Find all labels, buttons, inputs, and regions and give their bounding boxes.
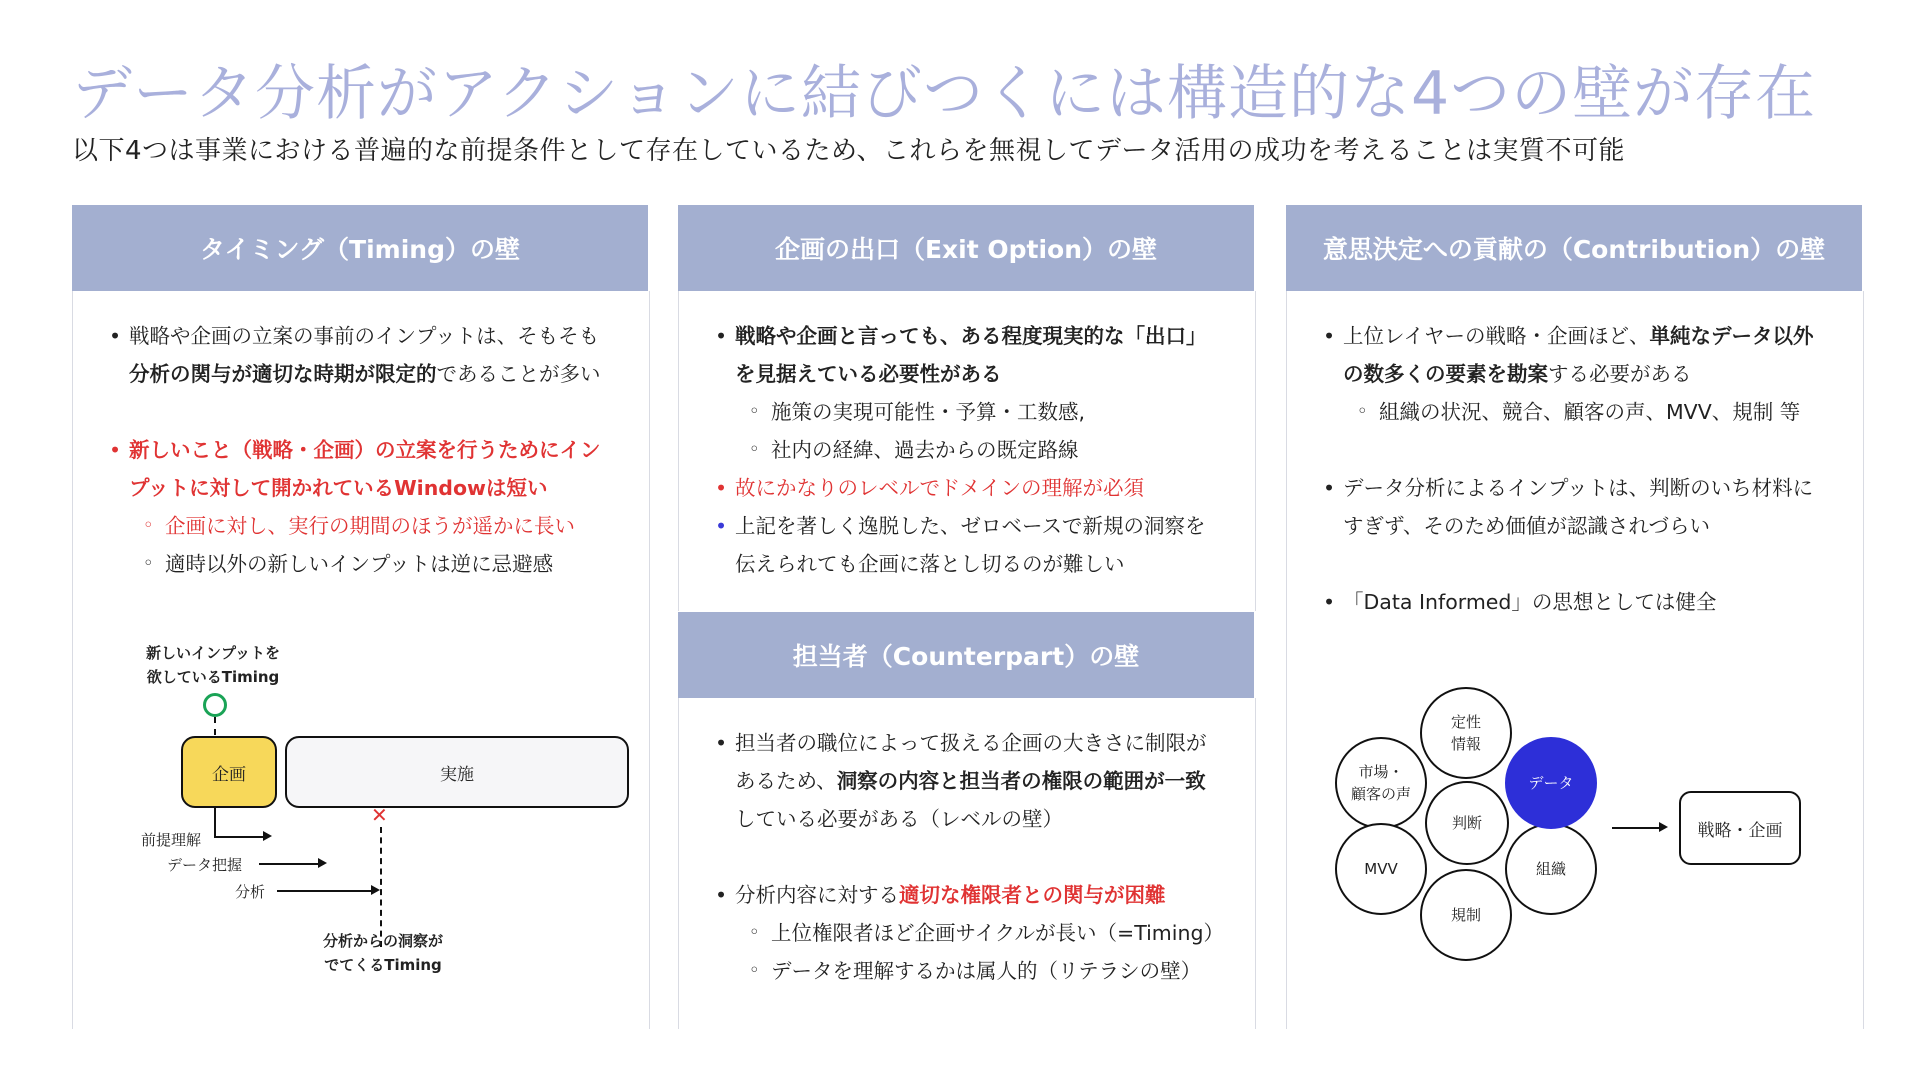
bubble-regulation: 規制 bbox=[1420, 869, 1512, 961]
contribution-bullet-2: • データ分析によるインプットは、判断のいち材料に すぎず、そのため価値が認識されづらい bbox=[1321, 469, 1851, 545]
timing-bottom-label: 分析からの洞察が でてくるTiming bbox=[322, 932, 443, 974]
target-timing-line bbox=[214, 717, 216, 735]
exit-bullet-3: • 上記を著しく逸脱した、ゼロベースで新規の洞察を 伝えられても企画に落とし切るのが難しい bbox=[713, 507, 1243, 583]
bubble-judgment-center: 判断 bbox=[1425, 781, 1509, 865]
timing-b2-sub1: ◦ 企画に対し、実行の期間のほうが遥かに長い bbox=[129, 507, 627, 545]
bubble-data: データ bbox=[1505, 737, 1597, 829]
counterpart-bullet-1: • 担当者の職位によって扱える企画の大きさに制限が あるため、洞察の内容と担当者の権限の範囲が一致 している必要がある（レベルの壁） bbox=[713, 724, 1243, 838]
timing-b2-line2: プットに対して開かれているWindowは短い bbox=[129, 476, 548, 500]
counterpart-header-label: 担当者（Counterpart）の壁 bbox=[792, 642, 1140, 671]
bubble-qualitative: 定性 情報 bbox=[1420, 687, 1512, 779]
step-premise-tick bbox=[214, 808, 216, 836]
timing-panel-body bbox=[72, 291, 650, 1029]
contribution-panel-body bbox=[1286, 291, 1864, 1029]
step-premise-arrow bbox=[214, 836, 264, 838]
step-analysis-arrowhead bbox=[371, 885, 380, 895]
exit-panel-header bbox=[678, 205, 1254, 291]
contribution-bullet-3: • 「Data Informed」の思想としては健全 bbox=[1321, 583, 1851, 621]
step-premise-arrowhead bbox=[263, 831, 272, 841]
bubble-market: 市場・ 顧客の声 bbox=[1335, 737, 1427, 829]
exec-box: 実施 bbox=[285, 736, 629, 808]
timing-b1-bold: 分析の関与が適切な時期が限定的 bbox=[129, 362, 437, 386]
insight-timing-x-icon: ✕ bbox=[371, 803, 388, 827]
counterpart-panel-body bbox=[678, 698, 1256, 1029]
step-premise: 前提理解 bbox=[141, 831, 202, 849]
step-data: データ把握 bbox=[167, 856, 243, 874]
exit-bullets bbox=[713, 317, 1243, 583]
bubble-mvv: MVV bbox=[1335, 823, 1427, 915]
result-box: 戦略・企画 bbox=[1679, 791, 1801, 865]
step-analysis-arrow bbox=[277, 890, 372, 892]
timing-b2-sub2: ◦ 適時以外の新しいインプットは逆に忌避感 bbox=[129, 545, 627, 583]
decision-diagram bbox=[1287, 291, 1863, 1029]
timing-panel-header bbox=[72, 205, 648, 291]
step-data-arrowhead bbox=[318, 858, 327, 868]
timing-b1-text: 戦略や企画の立案の事前のインプットは、そもそも bbox=[129, 324, 600, 348]
timing-b1-tail: であることが多い bbox=[436, 362, 601, 386]
counterpart-bullet-2: • 分析内容に対する適切な権限者との関与が困難 ◦ 上位権限者ほど企画サイクルが長い（=Timing） ◦ データを理解するかは属人的（リテラシの壁） bbox=[713, 876, 1243, 990]
timing-diagram bbox=[73, 291, 649, 1029]
timing-header-label: タイミング（Timing）の壁 bbox=[200, 235, 520, 264]
target-timing-circle-icon bbox=[203, 693, 227, 717]
contribution-panel-header bbox=[1286, 205, 1862, 291]
exit-b1-sub1: ◦ 施策の実現可能性・予算・工数感, bbox=[735, 393, 1243, 431]
timing-b2-line1: 新しいこと（戦略・企画）の立案を行うためにイン bbox=[129, 438, 601, 462]
timing-top-label: 新しいインプットを 欲しているTiming bbox=[146, 644, 280, 686]
contribution-bullet-1: • 上位レイヤーの戦略・企画ほど、単純なデータ以外 の数多くの要素を勘案する必要がある ◦ 組織の状況、競合、顧客の声、MVV、規制 等 bbox=[1321, 317, 1851, 431]
counterpart-b2-sub1: ◦ 上位権限者ほど企画サイクルが長い（=Timing） bbox=[735, 914, 1243, 952]
counterpart-bullets bbox=[713, 724, 1243, 990]
page-title: データ分析がアクションに結びつくには構造的な4つの壁が存在 bbox=[72, 59, 1817, 129]
exit-b1-sub2: ◦ 社内の経緯、過去からの既定路線 bbox=[735, 431, 1243, 469]
bubble-organization: 組織 bbox=[1505, 823, 1597, 915]
exit-bullet-2: • 故にかなりのレベルでドメインの理解が必須 bbox=[713, 469, 1243, 507]
plan-box: 企画 bbox=[181, 736, 277, 808]
counterpart-panel-header bbox=[678, 612, 1254, 698]
result-arrowhead bbox=[1659, 822, 1668, 832]
exit-panel-body bbox=[678, 291, 1256, 611]
counterpart-b2-sub2: ◦ データを理解するかは属人的（リテラシの壁） bbox=[735, 952, 1243, 990]
result-arrow bbox=[1612, 827, 1660, 829]
step-data-arrow bbox=[259, 863, 319, 865]
exit-bullet-1: • 戦略や企画と言っても、ある程度現実的な「出口」 を見据えている必要性がある ◦ 施策の実現可能性・予算・工数感, ◦ 社内の経緯、過去からの既定路線 bbox=[713, 317, 1243, 469]
contribution-header-label: 意思決定への貢献の（Contribution）の壁 bbox=[1322, 235, 1826, 264]
exit-header-label: 企画の出口（Exit Option）の壁 bbox=[774, 235, 1158, 264]
page-subtitle: 以下4つは事業における普遍的な前提条件として存在しているため、これらを無視してデータ活用の成功を考えることは実質不可能 bbox=[72, 136, 1626, 166]
step-analysis: 分析 bbox=[235, 883, 266, 901]
contribution-b1-sub1: ◦ 組織の状況、競合、顧客の声、MVV、規制 等 bbox=[1343, 393, 1851, 431]
